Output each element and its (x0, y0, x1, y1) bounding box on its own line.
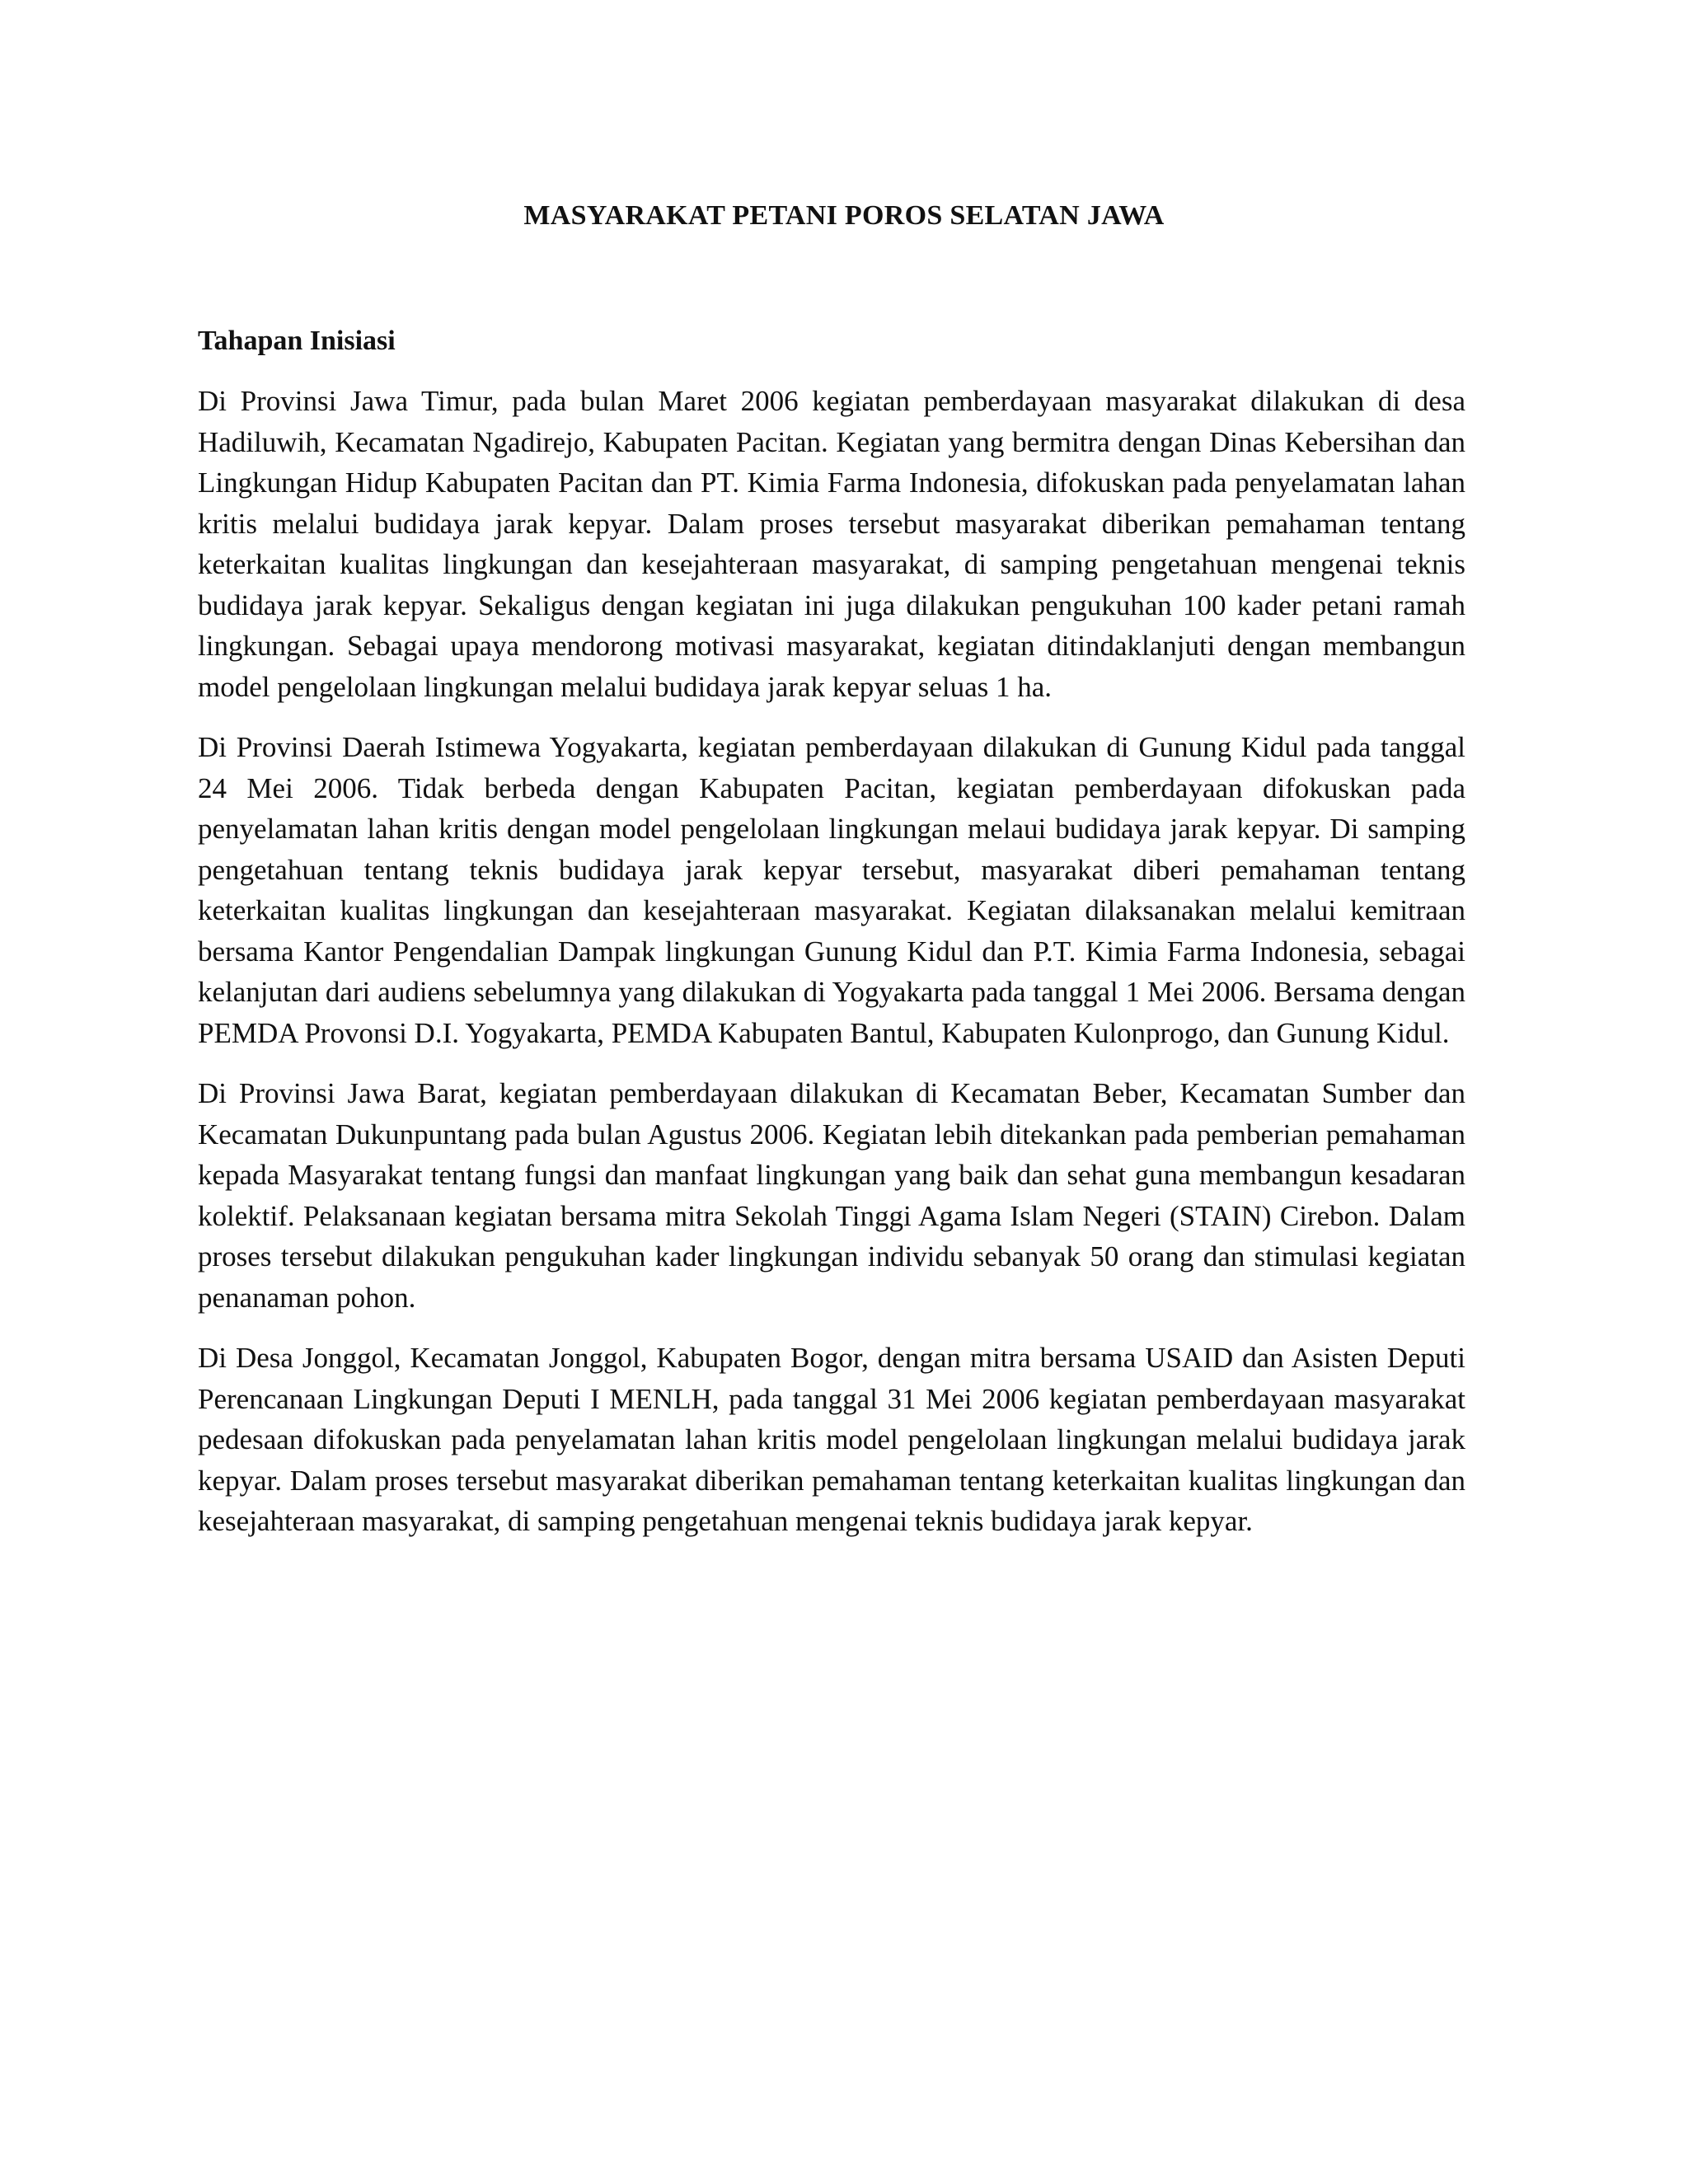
paragraph-yogyakarta: Di Provinsi Daerah Istimewa Yogyakarta, kegiatan pemberdayaan dilakukan di Gunung Kidul pada tanggal 24 Mei 2006. Tidak berbeda dengan Kabupaten Pacitan, kegiatan pemberdayaan difokuskan pada penyelamatan lahan kritis dengan model pengelolaan lingkungan melaui budidaya jarak kepyar. Di samping pengetahuan tentang teknis budidaya jarak kepyar tersebut, masyarakat diberi pemahaman tentang keterkaitan kualitas lingkungan dan kesejahteraan masyarakat. Kegiatan dilaksanakan melalui kemitraan bersama Kantor Pengendalian Dampak lingkungan Gunung Kidul dan P.T. Kimia Farma Indonesia, sebagai kelanjutan dari audiens sebelumnya yang dilakukan di Yogyakarta pada tanggal 1 Mei 2006. Bersama dengan PEMDA Provonsi D.I. Yogyakarta, PEMDA Kabupaten Bantul, Kabupaten Kulonprogo, dan Gunung Kidul. (198, 731, 1465, 1049)
document-body (198, 320, 1465, 1562)
paragraph-jonggol: Di Desa Jonggol, Kecamatan Jonggol, Kabupaten Bogor, dengan mitra bersama USAID dan Asisten Deputi Perencanaan Lingkungan Deputi I MENLH, pada tanggal 31 Mei 2006 kegiatan pemberdayaan masyarakat pedesaan difokuskan pada penyelamatan lahan kritis model pengelolaan lingkungan melalui budidaya jarak kepyar. Dalam proses tersebut masyarakat diberikan pemahaman tentang keterkaitan kualitas lingkungan dan kesejahteraan masyarakat, di samping pengetahuan mengenai teknis budidaya jarak kepyar. (198, 1342, 1465, 1537)
paragraph-jawa-timur: Di Provinsi Jawa Timur, pada bulan Maret 2006 kegiatan pemberdayaan masyarakat dilakukan di desa Hadiluwih, Kecamatan Ngadirejo, Kabupaten Pacitan. Kegiatan yang bermitra dengan Dinas Kebersihan dan Lingkungan Hidup Kabupaten Pacitan dan PT. Kimia Farma Indonesia, difokuskan pada penyelamatan lahan kritis melalui budidaya jarak kepyar. Dalam proses tersebut masyarakat diberikan pemahaman tentang keterkaitan kualitas lingkungan dan kesejahteraan masyarakat, di samping pengetahuan mengenai teknis budidaya jarak kepyar. Sekaligus dengan kegiatan ini juga dilakukan pengukuhan 100 kader petani ramah lingkungan. Sebagai upaya mendorong motivasi masyarakat, kegiatan ditindaklanjuti dengan membangun model pengelolaan lingkungan melalui budidaya jarak kepyar seluas 1 ha. (198, 385, 1465, 703)
section-heading: Tahapan Inisiasi (198, 326, 396, 356)
document-title: MASYARAKAT PETANI POROS SELATAN JAWA (523, 200, 1165, 231)
paragraph-jawa-barat: Di Provinsi Jawa Barat, kegiatan pemberdayaan dilakukan di Kecamatan Beber, Kecamatan Sumber dan Kecamatan Dukunpuntang pada bulan Agustus 2006. Kegiatan lebih ditekankan pada pemberian pemahaman kepada Masyarakat tentang fungsi dan manfaat lingkungan yang baik dan sehat guna membangun kesadaran kolektif. Pelaksanaan kegiatan bersama mitra Sekolah Tinggi Agama Islam Negeri (STAIN) Cirebon. Dalam proses tersebut dilakukan pengukuhan kader lingkungan individu sebanyak 50 orang dan stimulasi kegiatan penanaman pohon. (198, 1077, 1465, 1314)
